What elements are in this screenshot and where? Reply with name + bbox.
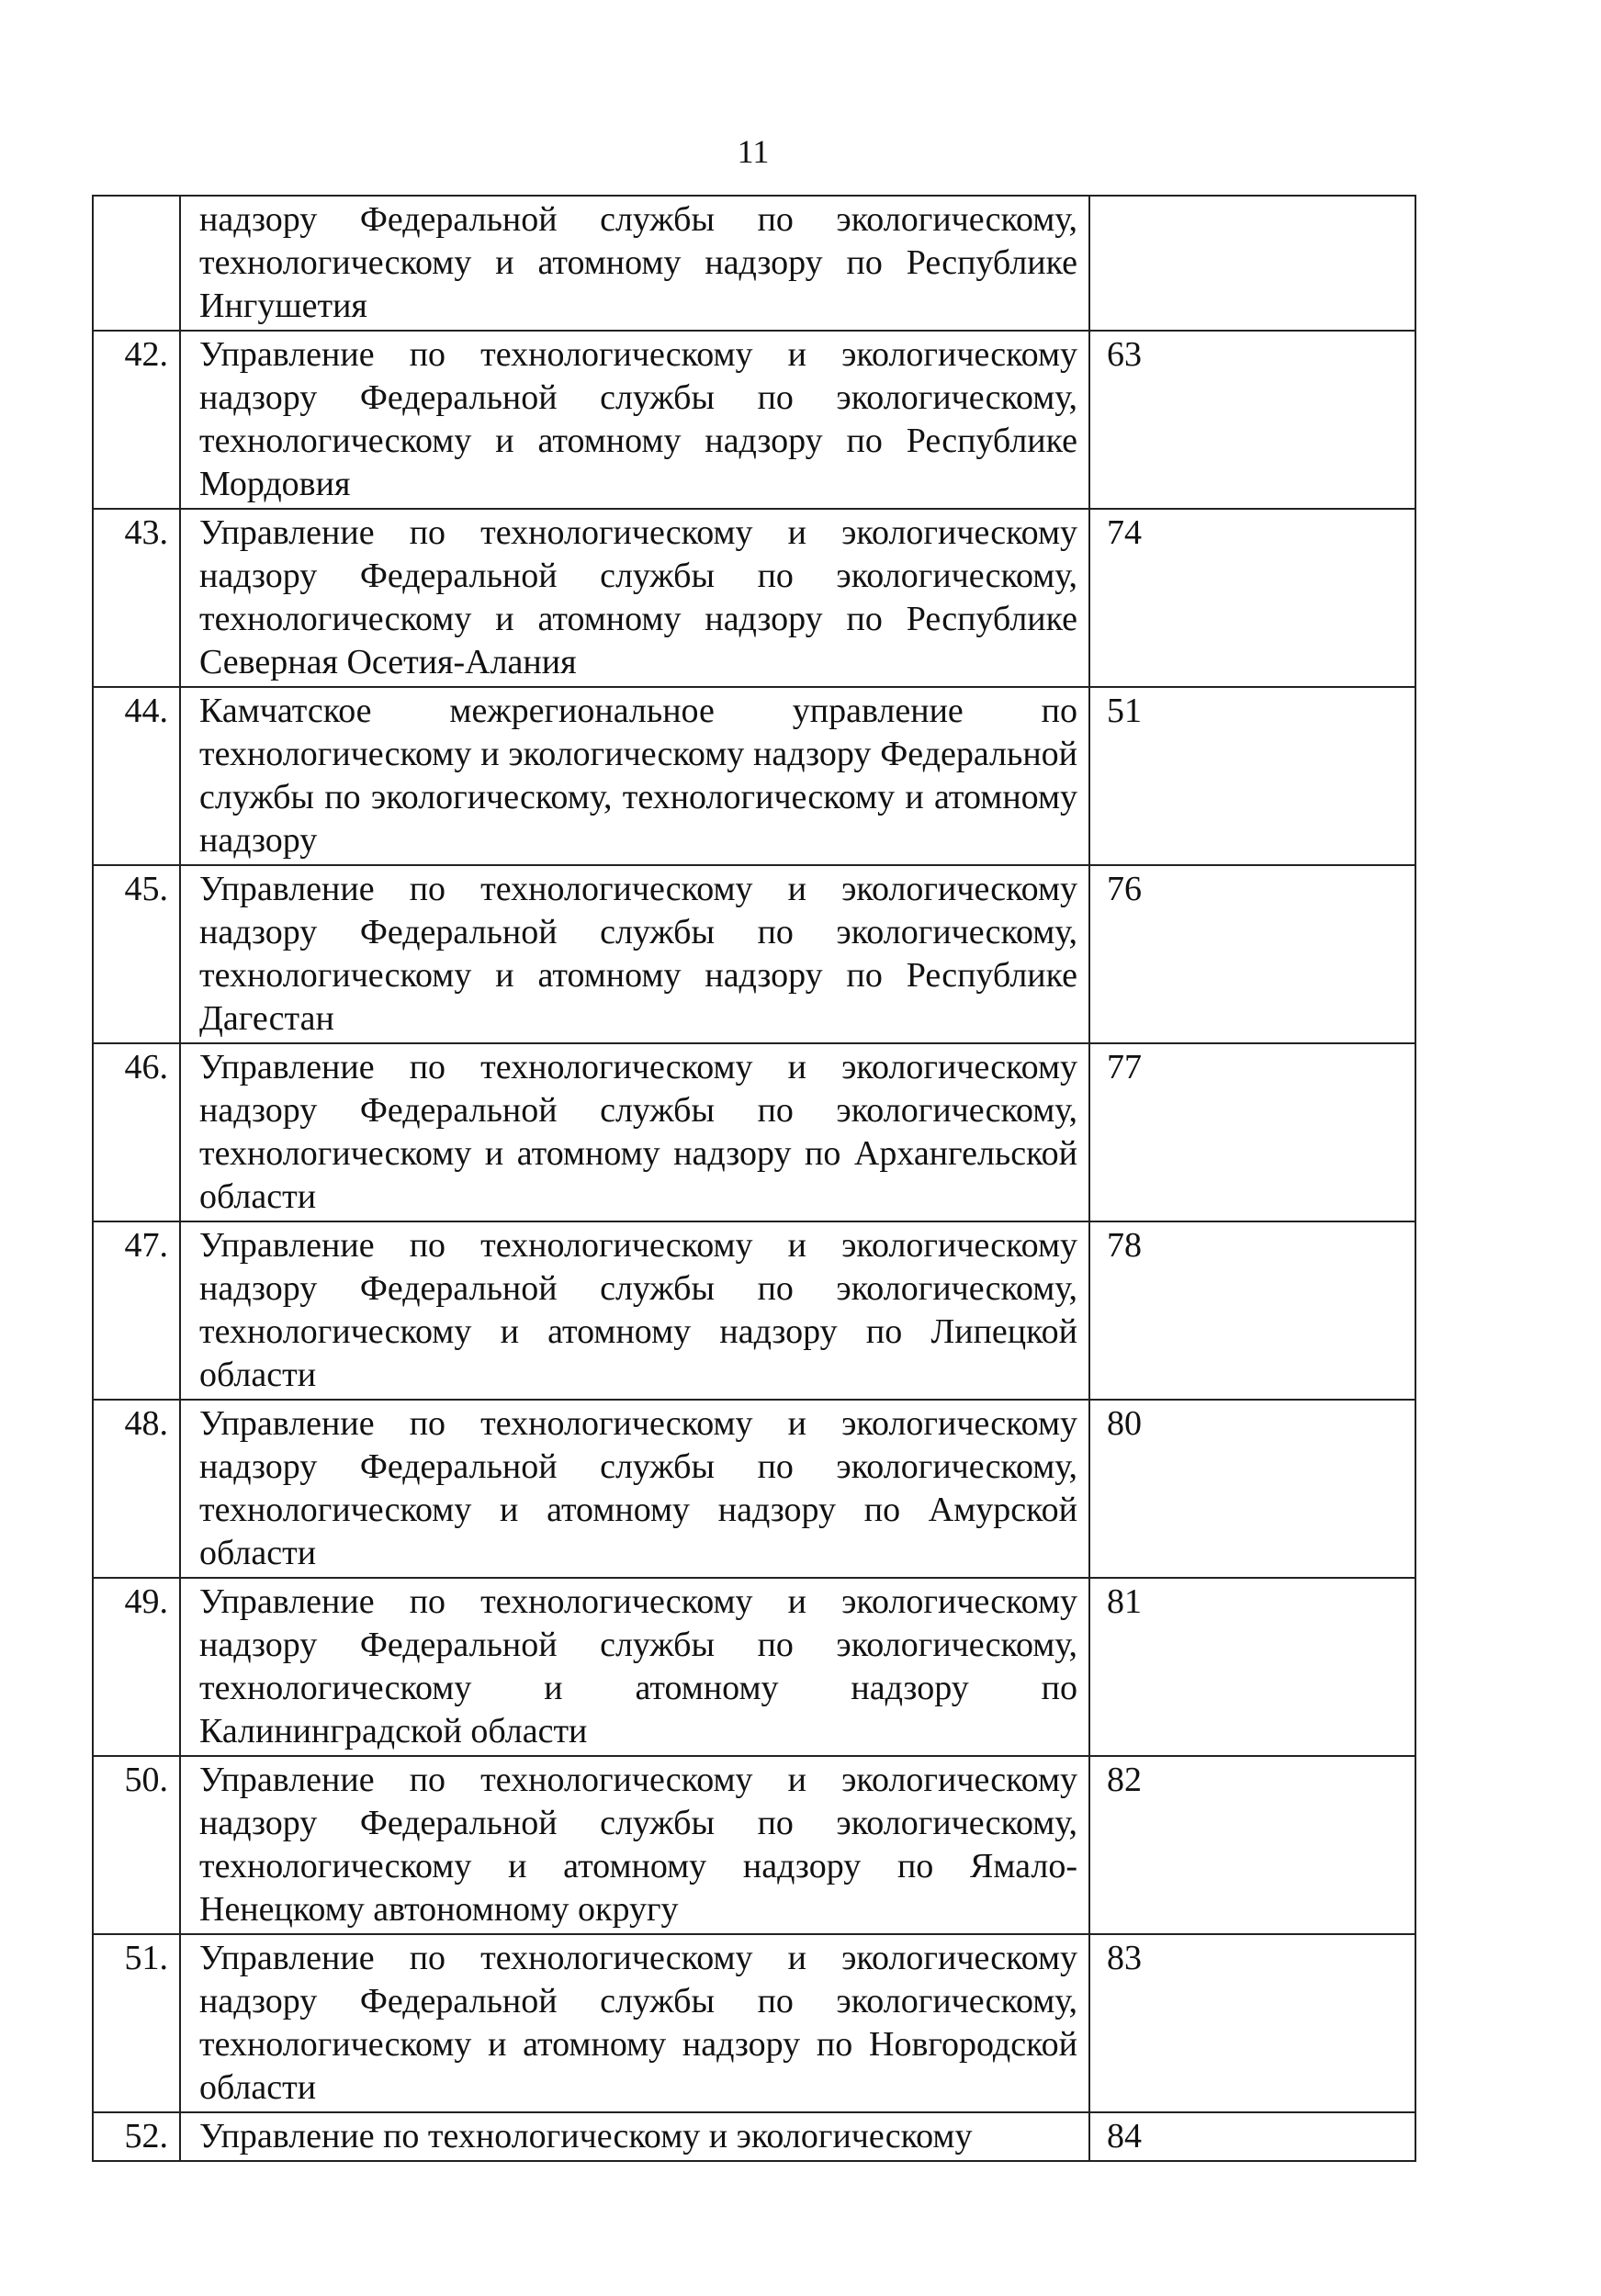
organizations-table: [92, 195, 1416, 2162]
region-code: 77: [1089, 1043, 1415, 1221]
row-number: 52.: [93, 2112, 180, 2161]
region-code: 80: [1089, 1400, 1415, 1578]
table-body: [93, 196, 1415, 2161]
table-row: [93, 196, 1415, 331]
region-code: 74: [1089, 509, 1415, 687]
table-row: [93, 1400, 1415, 1578]
table-row: [93, 331, 1415, 509]
row-number: 47.: [93, 1221, 180, 1400]
row-number: 49.: [93, 1578, 180, 1756]
region-code: 76: [1089, 865, 1415, 1043]
table-row: [93, 687, 1415, 865]
row-number: 51.: [93, 1934, 180, 2112]
organization-name: Управление по технологическому и экологическому надзору Федеральной службы по экологическому, технологическому и атомному надзору по Амурской области: [180, 1400, 1089, 1578]
table-row: [93, 1756, 1415, 1934]
region-code: [1089, 196, 1415, 331]
organization-name: Управление по технологическому и экологическому надзору Федеральной службы по экологическому, технологическому и атомному надзору по Ямало-Ненецкому автономному округу: [180, 1756, 1089, 1934]
organization-name: Управление по технологическому и экологическому надзору Федеральной службы по экологическому, технологическому и атомному надзору по Калининградской области: [180, 1578, 1089, 1756]
region-code: 51: [1089, 687, 1415, 865]
row-number: 43.: [93, 509, 180, 687]
organization-name: Управление по технологическому и экологическому надзору Федеральной службы по экологическому, технологическому и атомному надзору по Новгородской области: [180, 1934, 1089, 2112]
page-number: 11: [737, 133, 770, 170]
organization-name: Управление по технологическому и экологическому надзору Федеральной службы по экологическому, технологическому и атомному надзору по Архангельской области: [180, 1043, 1089, 1221]
organization-name: надзору Федеральной службы по экологическому, технологическому и атомному надзору по Республике Ингушетия: [180, 196, 1089, 331]
region-code: 63: [1089, 331, 1415, 509]
table-row: [93, 1934, 1415, 2112]
row-number: 45.: [93, 865, 180, 1043]
row-number: 48.: [93, 1400, 180, 1578]
organization-name: Камчатское межрегиональное управление по технологическому и экологическому надзору Федеральной службы по экологическому, технологическому и атомному надзору: [180, 687, 1089, 865]
region-code: 81: [1089, 1578, 1415, 1756]
row-number: [93, 196, 180, 331]
table-row: [93, 1043, 1415, 1221]
row-number: 42.: [93, 331, 180, 509]
table-row: [93, 1221, 1415, 1400]
row-number: 50.: [93, 1756, 180, 1934]
organization-name: Управление по технологическому и экологическому: [180, 2112, 1089, 2161]
region-code: 82: [1089, 1756, 1415, 1934]
organization-name: Управление по технологическому и экологическому надзору Федеральной службы по экологическому, технологическому и атомному надзору по Республике Дагестан: [180, 865, 1089, 1043]
region-code: 78: [1089, 1221, 1415, 1400]
table-row: [93, 509, 1415, 687]
table-row: [93, 1578, 1415, 1756]
organization-name: Управление по технологическому и экологическому надзору Федеральной службы по экологическому, технологическому и атомному надзору по Республике Мордовия: [180, 331, 1089, 509]
region-code: 83: [1089, 1934, 1415, 2112]
row-number: 46.: [93, 1043, 180, 1221]
organization-name: Управление по технологическому и экологическому надзору Федеральной службы по экологическому, технологическому и атомному надзору по Республике Северная Осетия-Алания: [180, 509, 1089, 687]
organization-name: Управление по технологическому и экологическому надзору Федеральной службы по экологическому, технологическому и атомному надзору по Липецкой области: [180, 1221, 1089, 1400]
table-row: [93, 2112, 1415, 2161]
table-row: [93, 865, 1415, 1043]
region-code: 84: [1089, 2112, 1415, 2161]
row-number: 44.: [93, 687, 180, 865]
